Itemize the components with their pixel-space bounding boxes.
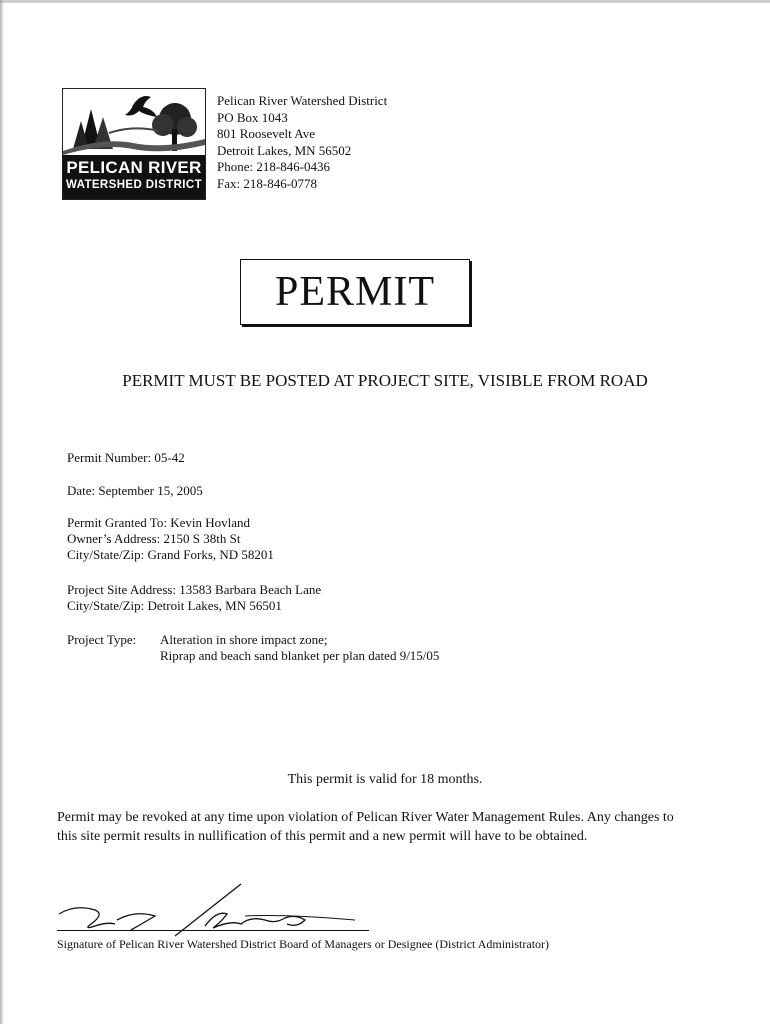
district-address-block [217,93,387,192]
district-logo [62,88,206,200]
project-type-line1: Alteration in shore impact zone; [160,632,328,647]
district-fax: Fax: 218-846-0778 [217,175,318,191]
owner-city-state-zip: City/State/Zip: Grand Forks, ND 58201 [67,547,274,562]
permit-granted-to: Permit Granted To: Kevin Hovland [67,515,250,530]
scan-edge-top [0,0,770,3]
scan-edge-left [0,0,4,1024]
district-po-box: PO Box 1043 [217,109,288,125]
logo-name-line1: PELICAN RIVER [66,158,202,177]
permit-title-box [240,259,470,325]
signature-caption: Signature of Pelican River Watershed District Board of Managers or Designee (District Administrator) [57,937,550,951]
permit-title: PERMIT [274,269,435,315]
posting-notice: PERMIT MUST BE POSTED AT PROJECT SITE, VISIBLE FROM ROAD [122,371,648,390]
permit-number: Permit Number: 05-42 [67,450,185,465]
district-phone: Phone: 218-846-0436 [217,159,331,174]
revocation-statement: Permit may be revoked at any time upon violation of Pelican River Water Management Rules. Any changes to this site permit results in nullification of this permit and a new permit will have to be obtained. [57,810,674,844]
permit-date: Date: September 15, 2005 [67,483,203,498]
logo-landscape-icon [63,89,205,155]
district-city: Detroit Lakes, MN 56502 [217,142,352,158]
validity-statement: This permit is valid for 18 months. [287,772,483,787]
project-site-address: Project Site Address: 13583 Barbara Beach Lane [67,582,322,597]
signature-line [57,930,369,931]
handwritten-signature [55,880,375,940]
project-type-label: Project Type: [67,632,137,647]
district-name: Pelican River Watershed District [217,93,388,108]
district-street: 801 Roosevelt Ave [217,126,315,141]
project-type-line2: Riprap and beach sand blanket per plan dated 9/15/05 [160,648,440,663]
project-site-city-state-zip: City/State/Zip: Detroit Lakes, MN 56501 [67,598,282,613]
owner-address: Owner’s Address: 2150 S 38th St [67,531,241,546]
logo-name-line2: WATERSHED DISTRICT [65,179,203,191]
logo-band [63,155,205,199]
